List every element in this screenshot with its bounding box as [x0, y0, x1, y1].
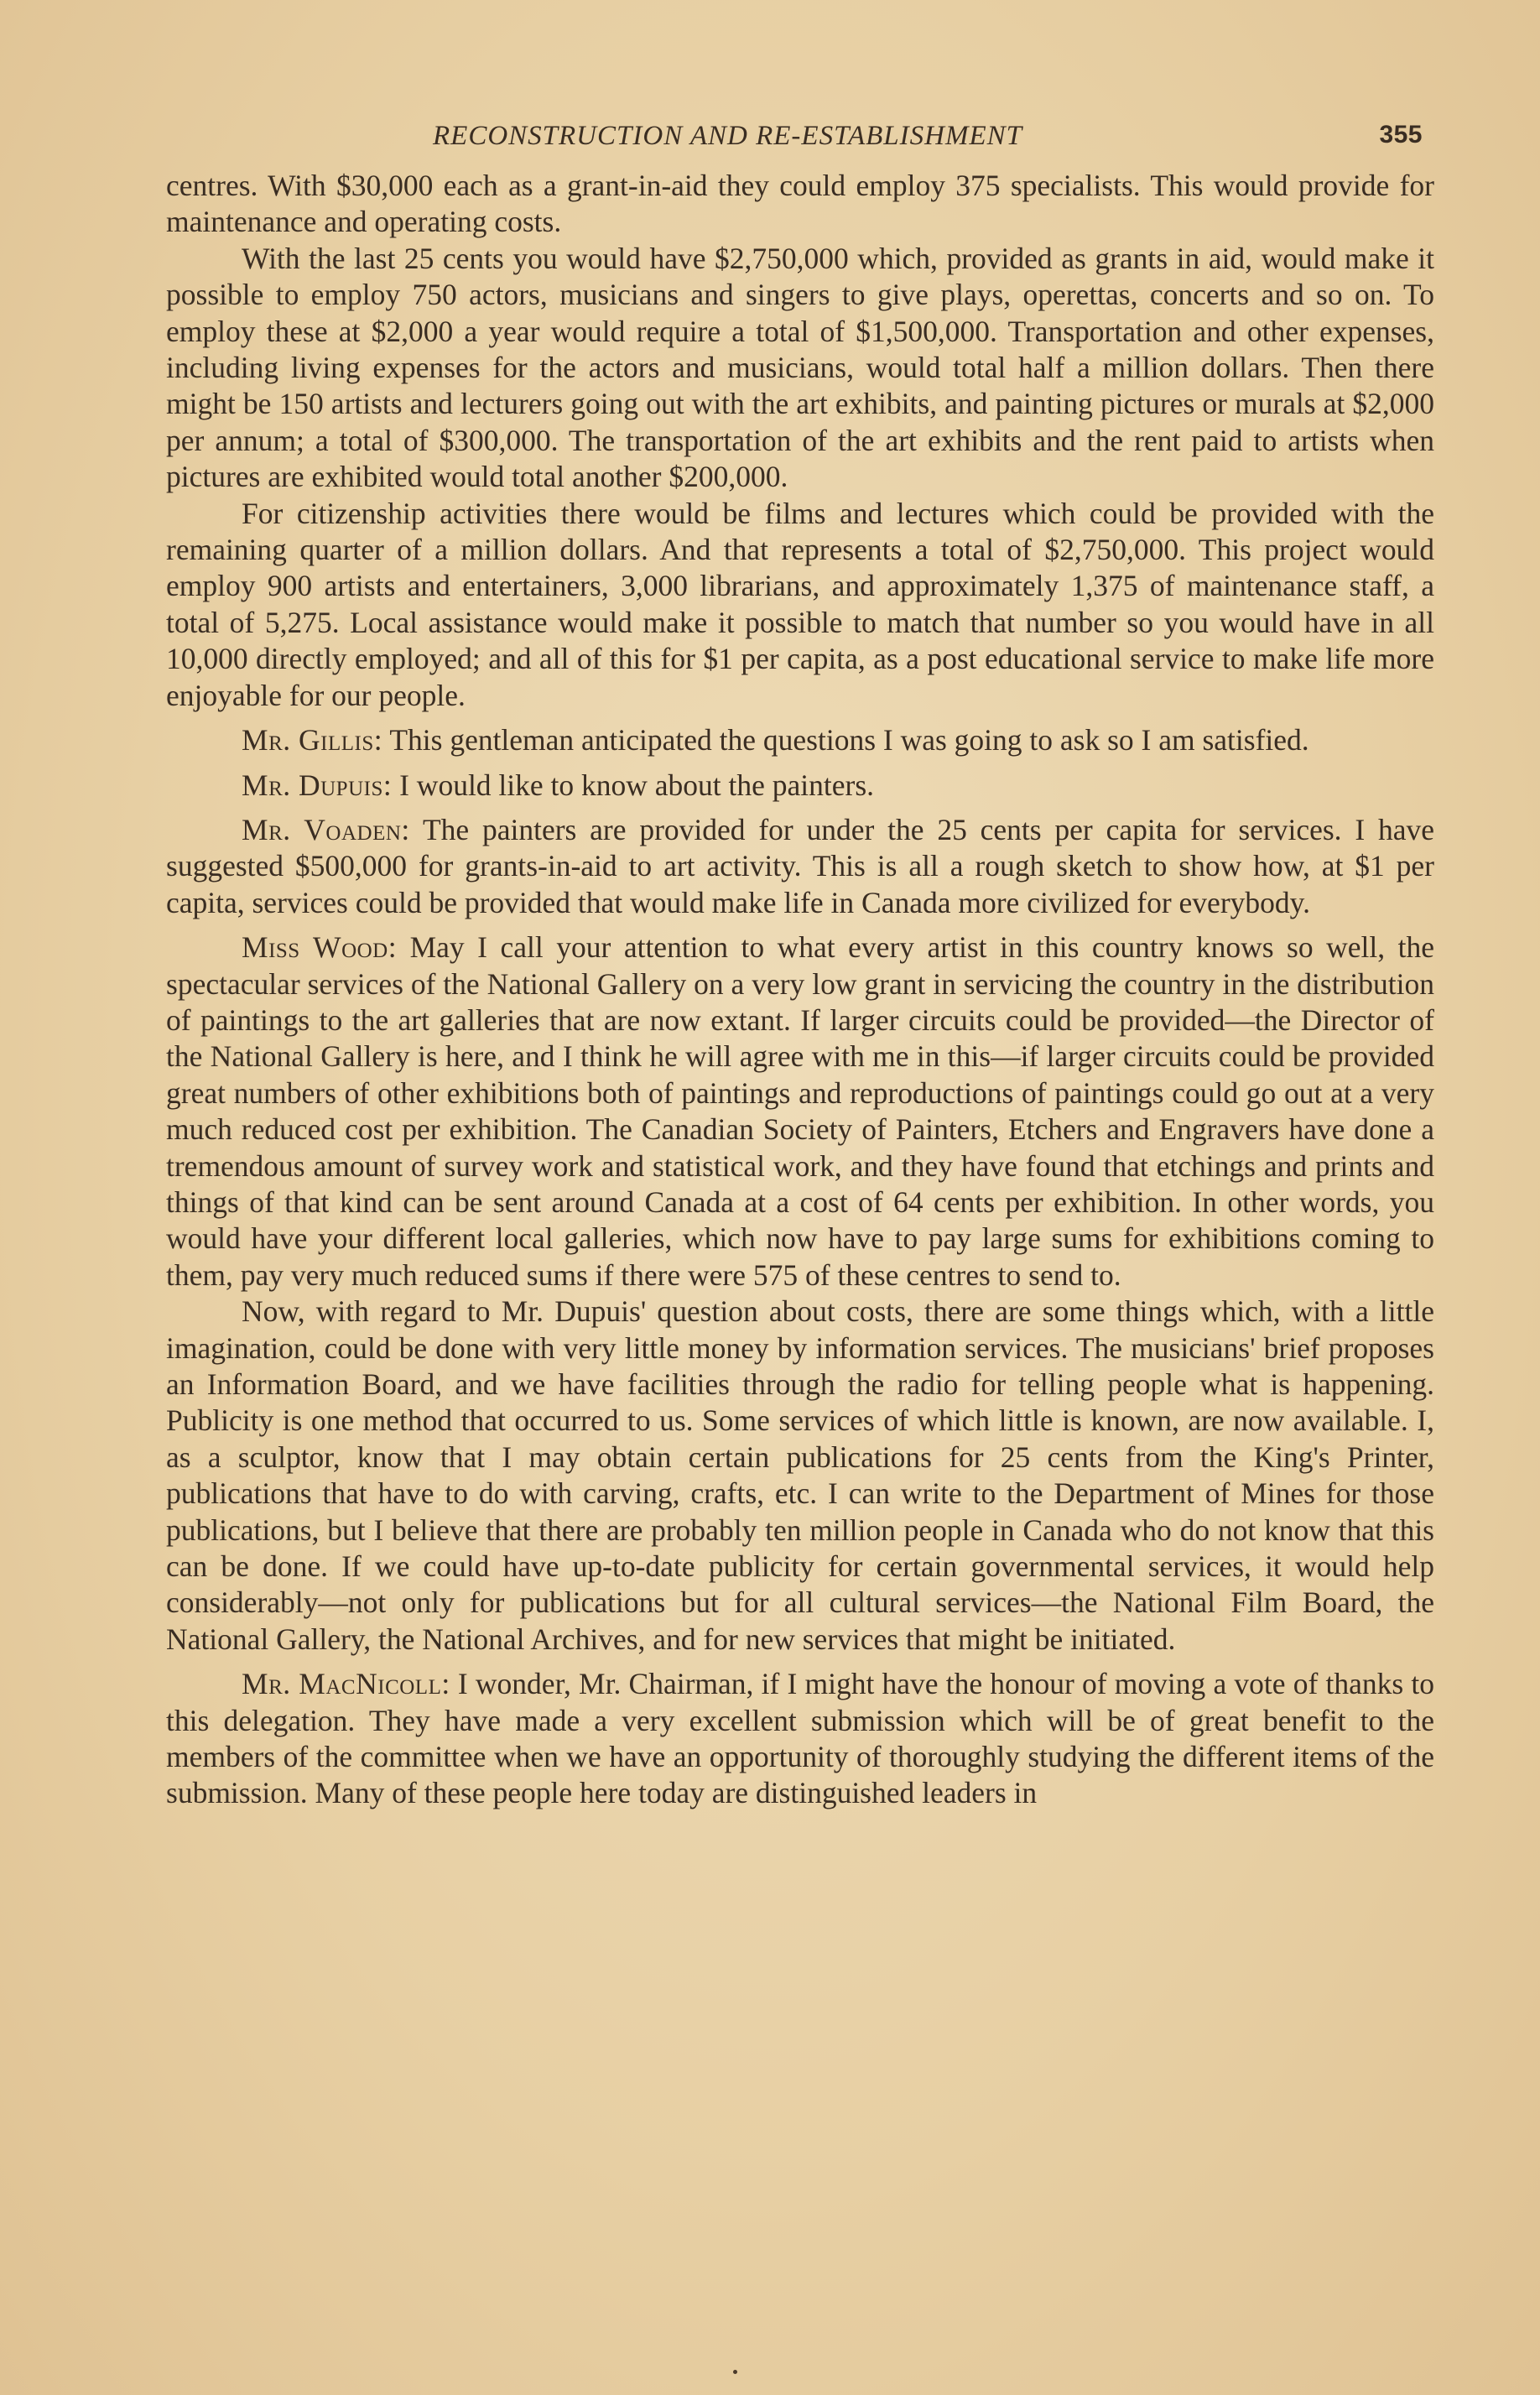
page-number: 355 — [1379, 121, 1423, 148]
paragraph-text: centres. With $30,000 each as a grant-in-aid they could employ 375 specialists. This would provide for maintenance and operating costs. — [166, 169, 1434, 239]
paragraph-text: Now, with regard to Mr. Dupuis' question about costs, there are some things which, with a little imagination, could be done with very little money by information services. The musicians' brief proposes an Information Board, and we have facilities through the radio for telling people what is happening. Publicity is one method that occurred to us. Some services of which little is known, are now available. I, as a sculptor, know that I may obtain certain publications for 25 cents from the King's Printer, publications that have to do with carving, crafts, etc. I can write to the Department of Mines for those publications, but I believe that there are probably ten million people in Canada who do not know that this can be done. If we could have up-to-date publicity for certain governmental services, it would help considerably—not only for publications but for all cultural services—the National Film Board, the National Gallery, the National Archives, and for new services that might be initiated. — [166, 1294, 1434, 1656]
speaker-name: Mr. Gillis: — [242, 723, 383, 758]
paragraph-text: This gentleman anticipated the questions I was going to ask so I am satisfied. — [389, 723, 1309, 758]
paragraph — [166, 168, 1434, 241]
paragraph-text: I wonder, Mr. Chairman, if I might have the honour of moving a vote of thanks to this delegation. They have made a very excellent submission which will be of great benefit to the members of the committee when we have an opportunity of thoroughly studying the different items of the submission. Many of these people here today are distinguished leaders in — [166, 1667, 1434, 1810]
paragraph-text: The painters are provided for under the 25 cents per capita for services. I have suggested $500,000 for grants-in-aid to art activity. This is all a rough sketch to show how, at $1 per capita, services could be provided that would make life in Canada more civilized for everybody. — [166, 812, 1435, 919]
paragraph — [166, 1294, 1434, 1658]
paragraph — [166, 722, 1434, 758]
running-head — [166, 109, 1434, 159]
speaker-name: Mr. MacNicoll: — [242, 1667, 450, 1701]
paragraph-text: For citizenship activities there would be films and lectures which could be provided with the remaining quarter of a million dollars. And that represents a total of $2,750,000. This project would employ 900 artists and entertainers, 3,000 librarians, and approximately 1,375 of maintenance staff, a total of 5,275. Local assistance would make it possible to match that number so you would have in all 10,000 directly employed; and all of this for $1 per capita, as a post educational service to make life more enjoyable for our people. — [166, 496, 1434, 712]
paragraph — [166, 929, 1434, 1294]
paragraph — [166, 768, 1434, 804]
document-page — [166, 109, 1434, 1812]
ink-speck — [733, 2370, 737, 2374]
running-title: RECONSTRUCTION AND RE-ESTABLISHMENT — [433, 121, 1022, 151]
speaker-name: Miss Wood: — [242, 930, 398, 965]
paragraph — [166, 1666, 1434, 1812]
paragraph-text: With the last 25 cents you would have $2,750,000 which, provided as grants in aid, would make it possible to employ 750 actors, musicians and singers to give plays, operettas, concerts and so on. To employ these at $2,000 a year would require a total of $1,500,000. Transportation and other expenses, including living expenses for the actors and musicians, would total half a million dollars. Then there might be 150 artists and lecturers going out with the art exhibits, and painting pictures or murals at $2,000 per annum; a total of $300,000. The transportation of the art exhibits and the rent paid to artists when pictures are exhibited would total another $200,000. — [166, 241, 1434, 494]
paragraph — [166, 241, 1434, 496]
speaker-name: Mr. Voaden: — [242, 812, 410, 846]
paragraph-text: I would like to know about the painters. — [399, 768, 875, 802]
body-text — [166, 168, 1434, 1812]
speaker-name: Mr. Dupuis: — [242, 768, 393, 802]
paragraph — [166, 812, 1434, 921]
paragraph-text: May I call your attention to what every artist in this country knows so well, the spectacular services of the National Gallery on a very low grant in servicing the country in the distribution of paintings to the art galleries that are now extant. If larger circuits could be provided—the Director of the National Gallery is here, and I think he will agree with me in this—if larger circuits could be provided great numbers of other exhibitions both of paintings and reproductions of paintings could go out at a very much reduced cost per exhibition. The Canadian Society of Painters, Etchers and Engravers have done a tremendous amount of survey work and statistical work, and they have found that etchings and prints and things of that kind can be sent around Canada at a cost of 64 cents per exhibition. In other words, you would have your different local galleries, which now have to pay large sums for exhibitions coming to them, pay very much reduced sums if there were 575 of these centres to send to. — [166, 930, 1434, 1292]
paragraph — [166, 496, 1434, 714]
